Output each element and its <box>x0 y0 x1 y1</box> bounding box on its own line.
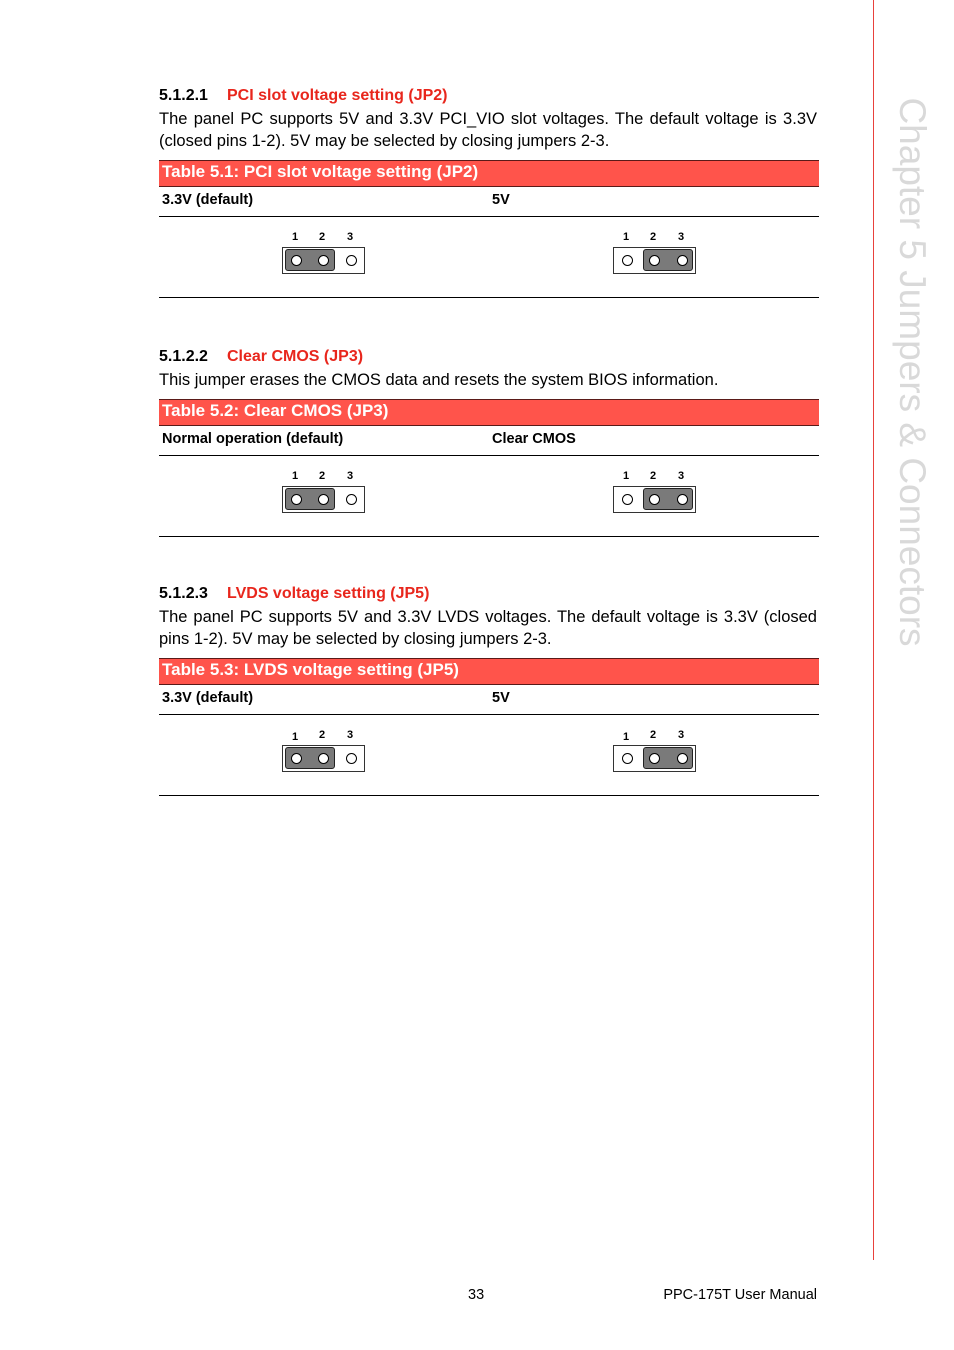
jumper-table <box>159 399 819 537</box>
section-body: This jumper erases the CMOS data and resets the system BIOS information. <box>159 371 719 389</box>
chapter-margin-rule <box>873 0 874 1260</box>
pin-label: 1 <box>623 231 630 243</box>
pin-hole <box>649 494 660 505</box>
pin-hole <box>291 494 302 505</box>
pin-label: 2 <box>319 231 326 243</box>
pin-label: 3 <box>347 729 354 741</box>
jumper-diagram-closed-1-2 <box>282 729 366 775</box>
section-number: 5.1.2.2 <box>159 348 208 365</box>
section-title: Clear CMOS (JP3) <box>227 348 364 365</box>
section-pci-slot-voltage <box>159 85 819 298</box>
pin-labels <box>282 729 366 743</box>
pin-hole <box>318 494 329 505</box>
jumper-table <box>159 658 819 796</box>
pin-hole <box>622 494 633 505</box>
pin-label: 3 <box>678 231 685 243</box>
pin-labels <box>282 231 366 245</box>
section-clear-cmos <box>159 346 819 537</box>
pin-labels <box>282 470 366 484</box>
pin-hole <box>318 753 329 764</box>
column-header: Normal operation (default) <box>162 431 344 447</box>
jumper-header-block <box>613 745 696 772</box>
pin-label: 2 <box>650 470 657 482</box>
table-diagram-row <box>159 715 819 796</box>
pin-label: 2 <box>650 231 657 243</box>
jumper-header-block <box>282 745 365 772</box>
pin-label: 1 <box>292 470 299 482</box>
pin-labels <box>613 470 697 484</box>
pin-hole <box>346 494 357 505</box>
pin-hole <box>291 753 302 764</box>
pin-hole <box>318 255 329 266</box>
pin-label: 1 <box>292 731 299 743</box>
pin-hole <box>677 753 688 764</box>
jumper-header-block <box>613 247 696 274</box>
jumper-diagram-closed-2-3 <box>613 231 697 277</box>
column-header: 5V <box>492 690 510 706</box>
table-diagram-row <box>159 456 819 537</box>
manual-title: PPC-175T User Manual <box>663 1287 817 1303</box>
jumper-header-block <box>282 486 365 513</box>
page-number: 33 <box>468 1287 485 1303</box>
pin-labels <box>613 729 697 743</box>
section-lvds-voltage <box>159 583 819 796</box>
table-header-row <box>159 187 819 217</box>
pin-hole <box>649 255 660 266</box>
pin-label: 1 <box>623 731 630 743</box>
pin-label: 3 <box>678 470 685 482</box>
pin-label: 2 <box>319 729 326 741</box>
column-header: 3.3V (default) <box>162 690 254 706</box>
section-heading <box>159 85 819 107</box>
section-number: 5.1.2.3 <box>159 585 208 602</box>
pin-label: 3 <box>678 729 685 741</box>
pin-hole <box>346 255 357 266</box>
table-caption: Table 5.2: Clear CMOS (JP3) <box>159 399 819 426</box>
jumper-diagram-closed-2-3 <box>613 470 697 516</box>
pin-hole <box>622 753 633 764</box>
jumper-diagram-closed-1-2 <box>282 470 366 516</box>
pin-label: 3 <box>347 231 354 243</box>
section-body: The panel PC supports 5V and 3.3V PCI_VIO slot voltages. The default voltage is 3.3V (closed pins 1-2). 5V may be selected by closing jumpers 2-3. <box>159 110 817 150</box>
table-header-row <box>159 426 819 456</box>
jumper-header-block <box>613 486 696 513</box>
table-diagram-row <box>159 217 819 298</box>
pin-label: 1 <box>292 231 299 243</box>
section-heading <box>159 583 819 605</box>
pin-label: 3 <box>347 470 354 482</box>
pin-hole <box>622 255 633 266</box>
column-header: Clear CMOS <box>492 431 576 447</box>
column-header: 5V <box>492 192 510 208</box>
chapter-side-title: Chapter 5 Jumpers & Connectors <box>892 97 933 647</box>
pin-label: 2 <box>650 729 657 741</box>
pin-hole <box>346 753 357 764</box>
section-body: The panel PC supports 5V and 3.3V LVDS voltages. The default voltage is 3.3V (closed pins 1-2). 5V may be selected by closing jumpers 2-3. <box>159 608 817 648</box>
column-header: 3.3V (default) <box>162 192 254 208</box>
table-caption: Table 5.1: PCI slot voltage setting (JP2) <box>159 160 819 187</box>
jumper-diagram-closed-1-2 <box>282 231 366 277</box>
section-heading <box>159 346 819 368</box>
jumper-header-block <box>282 247 365 274</box>
jumper-diagram-closed-2-3 <box>613 729 697 775</box>
table-caption: Table 5.3: LVDS voltage setting (JP5) <box>159 658 819 685</box>
pin-hole <box>291 255 302 266</box>
pin-hole <box>677 494 688 505</box>
pin-labels <box>613 231 697 245</box>
pin-label: 2 <box>319 470 326 482</box>
section-title: PCI slot voltage setting (JP2) <box>227 87 448 104</box>
table-header-row <box>159 685 819 715</box>
jumper-table <box>159 160 819 298</box>
pin-label: 1 <box>623 470 630 482</box>
section-title: LVDS voltage setting (JP5) <box>227 585 430 602</box>
pin-hole <box>649 753 660 764</box>
pin-hole <box>677 255 688 266</box>
section-number: 5.1.2.1 <box>159 87 208 104</box>
